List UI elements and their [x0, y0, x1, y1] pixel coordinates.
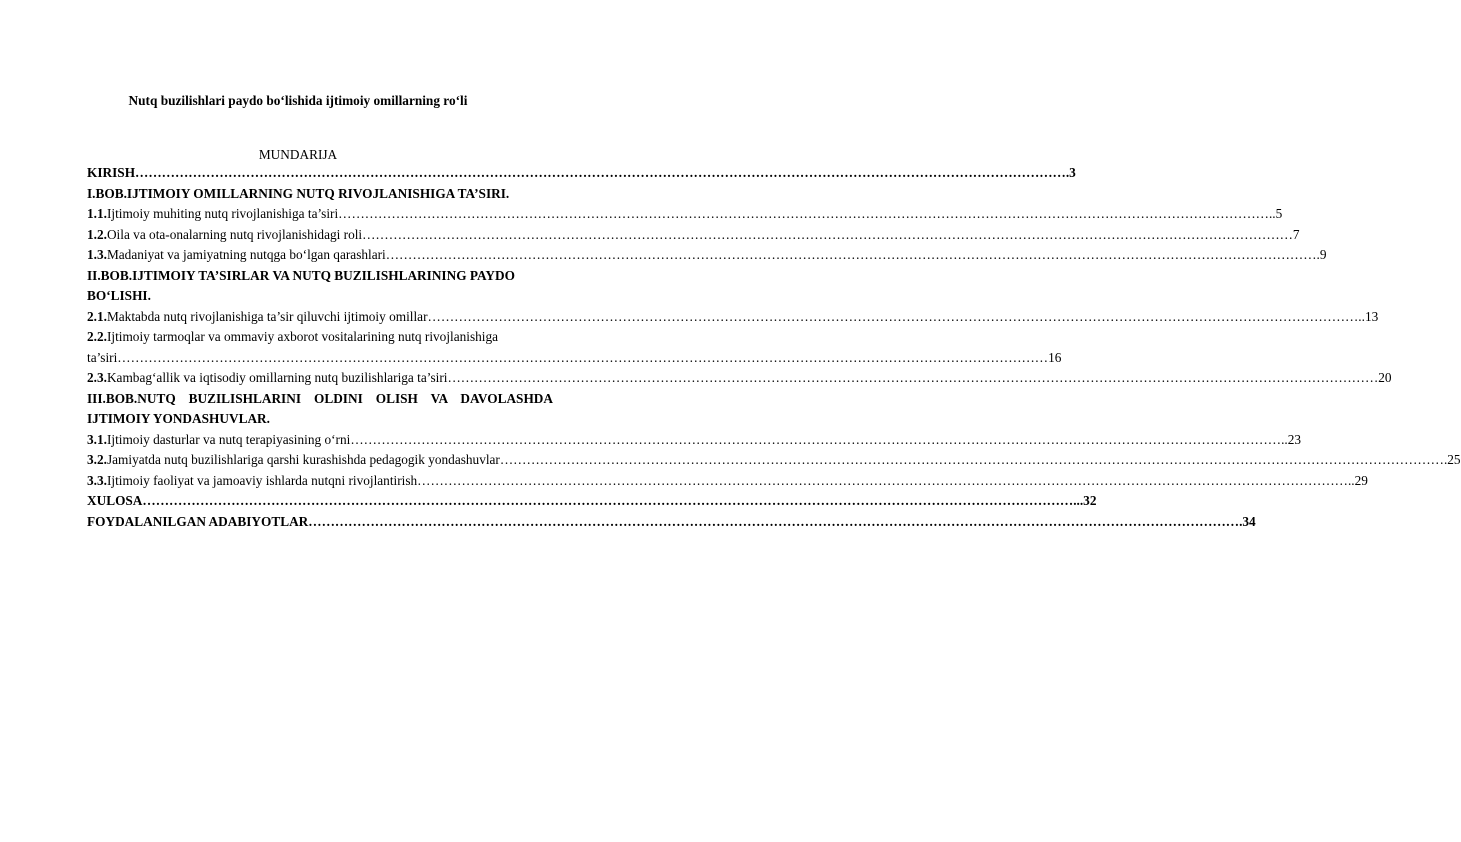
toc-entry-label: Jamiyatda nutq buzilishlariga qarshi kurashishda pedagogik yondashuvlar: [106, 452, 500, 467]
toc-leader-dots: …………………………………………………………………………………………………………………………………………………………………………………………: [350, 431, 1282, 447]
toc-section-number: 2.2.: [87, 329, 107, 344]
toc-page-number: ...32: [1073, 493, 1097, 508]
toc-page-number: ..5: [1268, 206, 1283, 221]
toc-section-number: 2.1.: [87, 308, 107, 324]
toc-section-number: 3.1.: [87, 431, 107, 447]
toc-entry-1-3[interactable]: [87, 245, 1327, 266]
toc-entry-label: Ijtimoiy faoliyat va jamoaviy ishlarda nutqni rivojlantirish: [106, 472, 418, 488]
document-title: Nutq buzilishlari paydo bo‘lishida ijtimoiy omillarning ro‘li: [128, 93, 468, 108]
toc-entry-label: KIRISH: [87, 165, 136, 180]
toc-entry-3-2[interactable]: [87, 450, 1461, 471]
toc-entry-label: Ijtimoiy muhiting nutq rivojlanishiga ta’siri: [106, 206, 339, 221]
toc-leader-dots: …………………………………………………………………………………………………………………………………………………………………………………………: [385, 247, 1317, 262]
toc-leader-dots: …………………………………………………………………………………………………………………………………………………………………………………………: [135, 165, 1066, 180]
toc-entry-2-2[interactable]: [87, 327, 553, 348]
toc-entry-label: Madaniyat va jamiyatning nutqga bo‘lgan qarashlari: [106, 247, 386, 262]
toc-leader-dots: …………………………………………………………………………………………………………………………………………………………………………………………: [308, 513, 1240, 529]
toc-entry-2-1[interactable]: [87, 307, 1379, 328]
toc-entry-label: Ijtimoiy tarmoqlar va ommaviy axborot vositalarining nutq rivojlanishiga: [106, 329, 499, 344]
toc-page-number: ..29: [1347, 472, 1368, 488]
toc-entry-3-1[interactable]: [87, 430, 1302, 451]
toc-page-number: ..13: [1358, 308, 1379, 324]
toc-page-number: .3: [1065, 165, 1076, 180]
toc-entry-adabiyotlar[interactable]: [87, 512, 1256, 533]
toc-entry-2-2-continued[interactable]: [87, 348, 1062, 369]
toc-leader-dots: …………………………………………………………………………………………………………………………………………………………………………………………: [447, 370, 1379, 385]
toc-chapter-2-line-1[interactable]: II.BOB.IJTIMOIY TA’SIRLAR VA NUTQ BUZILISHLARINING PAYDO: [87, 267, 515, 283]
toc-entry-label: Ijtimoiy dasturlar va nutq terapiyasining o‘rni: [106, 431, 351, 447]
toc-leader-dots: …………………………………………………………………………………………………………………………………………………………………………………………: [417, 472, 1348, 488]
toc-chapter-2-line-2[interactable]: BO‘LISHI.: [87, 288, 151, 303]
toc-entry-label: Maktabda nutq rivojlanishiga ta’sir qiluvchi ijtimoiy omillar: [106, 308, 428, 324]
toc-chapter-1[interactable]: I.BOB.IJTIMOIY OMILLARNING NUTQ RIVOJLANISHIGA TA’SIRI.: [87, 185, 510, 201]
toc-section-number: 1.3.: [87, 247, 107, 262]
toc-entry-1-2[interactable]: [87, 225, 1300, 246]
toc-entry-xulosa[interactable]: [87, 491, 1097, 512]
toc-section-number: 3.2.: [87, 452, 107, 467]
toc-leader-dots: …………………………………………………………………………………………………………………………………………………………………………………………: [427, 308, 1359, 324]
toc-entry-label: FOYDALANILGAN ADABIYOTLAR: [87, 513, 309, 529]
table-of-contents: [87, 163, 1461, 532]
toc-entry-label: Kambag‘allik va iqtisodiy omillarning nutq buzilishlariga ta’siri: [106, 370, 448, 385]
toc-page-number: ….25: [1430, 452, 1461, 467]
toc-leader-dots: …………………………………………………………………………………………………………………………………………………………………………………………: [142, 493, 1074, 508]
toc-page-number: ..23: [1281, 431, 1302, 447]
toc-leader-dots: …………………………………………………………………………………………………………………………………………………………………………………………: [117, 349, 1049, 365]
toc-page-number: .9: [1316, 247, 1327, 262]
toc-entry-1-1[interactable]: [87, 204, 1283, 225]
toc-page-number: 16: [1048, 349, 1062, 365]
toc-section-number: 3.3.: [87, 472, 107, 488]
toc-leader-dots: …………………………………………………………………………………………………………………………………………………………………………………………: [338, 206, 1269, 221]
toc-entry-label: XULOSA: [87, 493, 143, 508]
toc-entry-2-3[interactable]: [87, 368, 1392, 389]
toc-page-number: 7: [1292, 226, 1300, 242]
toc-leader-dots: …………………………………………………………………………………………………………………………………………………………………………………………: [362, 226, 1293, 242]
toc-section-number: 2.3.: [87, 370, 107, 385]
toc-section-number: 1.2.: [87, 226, 107, 242]
toc-leader-dots: …………………………………………………………………………………………………………………………………………………………………………………………: [499, 452, 1431, 467]
toc-chapter-3-line-1[interactable]: III.BOB.NUTQ BUZILISHLARINI OLDINI OLISH VA DAVOLASHDA: [87, 390, 553, 406]
toc-section-number: 1.1.: [87, 206, 107, 221]
toc-entry-kirish[interactable]: [87, 163, 1076, 184]
toc-entry-label: Oila va ota-onalarning nutq rivojlanishidagi roli: [106, 226, 363, 242]
toc-page-number: .34: [1239, 513, 1256, 529]
toc-heading: MUNDARIJA: [258, 147, 338, 162]
toc-page-number: 20: [1378, 370, 1392, 385]
toc-entry-label: ta’siri: [87, 349, 118, 365]
toc-chapter-3-line-2[interactable]: IJTIMOIY YONDASHUVLAR.: [87, 411, 270, 426]
toc-entry-3-3[interactable]: [87, 471, 1368, 492]
